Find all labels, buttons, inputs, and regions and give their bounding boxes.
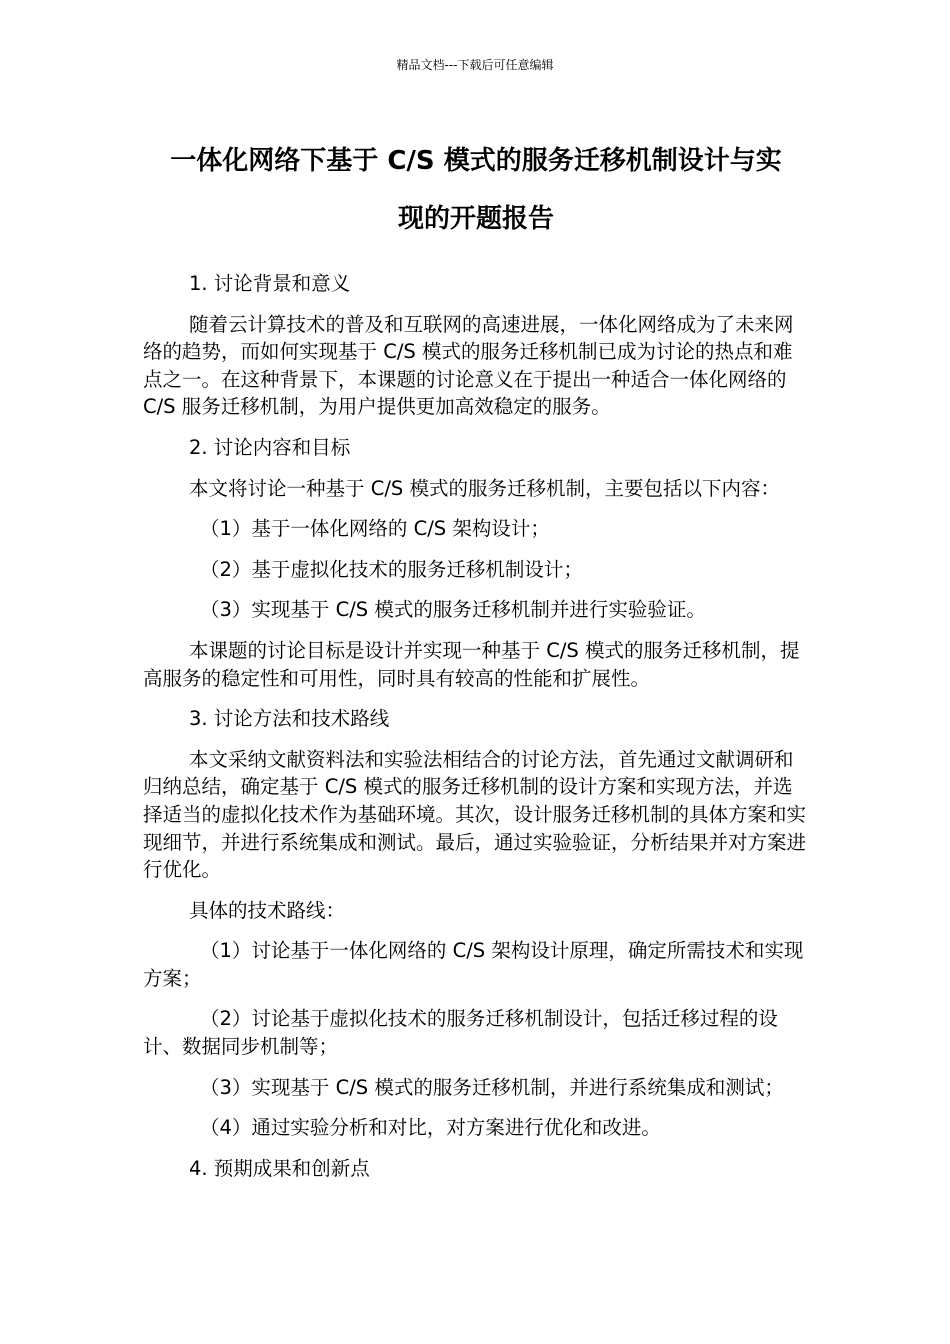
- document-body: [143, 270, 809, 1195]
- list-item: （1）基于一体化网络的 C/S 架构设计；: [200, 517, 550, 541]
- section-heading: 1. 讨论背景和意义: [189, 272, 351, 295]
- list-item: （3）实现基于 C/S 模式的服务迁移机制，并进行系统集成和测试；: [200, 1075, 784, 1099]
- section-heading: 4. 预期成果和创新点: [189, 1156, 370, 1180]
- list-item: （2）讨论基于虚拟化技术的服务迁移机制设计，包括迁移过程的设计、数据同步机制等；: [143, 1007, 778, 1059]
- paragraph: 具体的技术路线：: [189, 898, 346, 922]
- list-item: （1）讨论基于一体化网络的 C/S 架构设计原理，确定所需技术和实现方案；: [143, 939, 804, 990]
- title-line-2: 现的开题报告: [397, 204, 554, 234]
- paragraph: 本课题的讨论目标是设计并实现一种基于 C/S 模式的服务迁移机制，提高服务的稳定性和可用性，同时具有较高的性能和扩展性。: [143, 638, 800, 690]
- section-heading: 2. 讨论内容和目标: [189, 435, 351, 459]
- list-item: （4）通过实验分析和对比，对方案进行优化和改进。: [200, 1116, 661, 1140]
- document-title: [143, 132, 809, 248]
- list-item: （3）实现基于 C/S 模式的服务迁移机制并进行实验验证。: [200, 598, 706, 622]
- section-heading: 3. 讨论方法和技术路线: [189, 707, 390, 731]
- header-note: 精品文档---下载后可任意编辑: [396, 58, 554, 72]
- list-item: （2）基于虚拟化技术的服务迁移机制设计；: [200, 557, 583, 581]
- title-line-1: 一体化网络下基于 C/S 模式的服务迁移机制设计与实: [170, 146, 782, 176]
- paragraph: 本文采纳文献资料法和实验法相结合的讨论方法，首先通过文献调研和归纳总结，确定基于 C/S 模式的服务迁移机制的设计方案和实现方法，并选择适当的虚拟化技术作为基础环境。其次，设计服务迁移机制的具体方案和实现细节，并进行系统集成和测试。最后，通过实验验证，分析结果并对方案进行优化。: [143, 747, 807, 882]
- paragraph: 随着云计算技术的普及和互联网的高速进展，一体化网络成为了未来网络的趋势，而如何实现基于 C/S 模式的服务迁移机制已成为讨论的热点和难点之一。在这种背景下，本课题的讨论意义在于提出一种适合一体化网络的 C/S 服务迁移机制，为用户提供更加高效稳定的服务。: [143, 312, 794, 419]
- paragraph: 本文将讨论一种基于 C/S 模式的服务迁移机制，主要包括以下内容：: [189, 476, 780, 500]
